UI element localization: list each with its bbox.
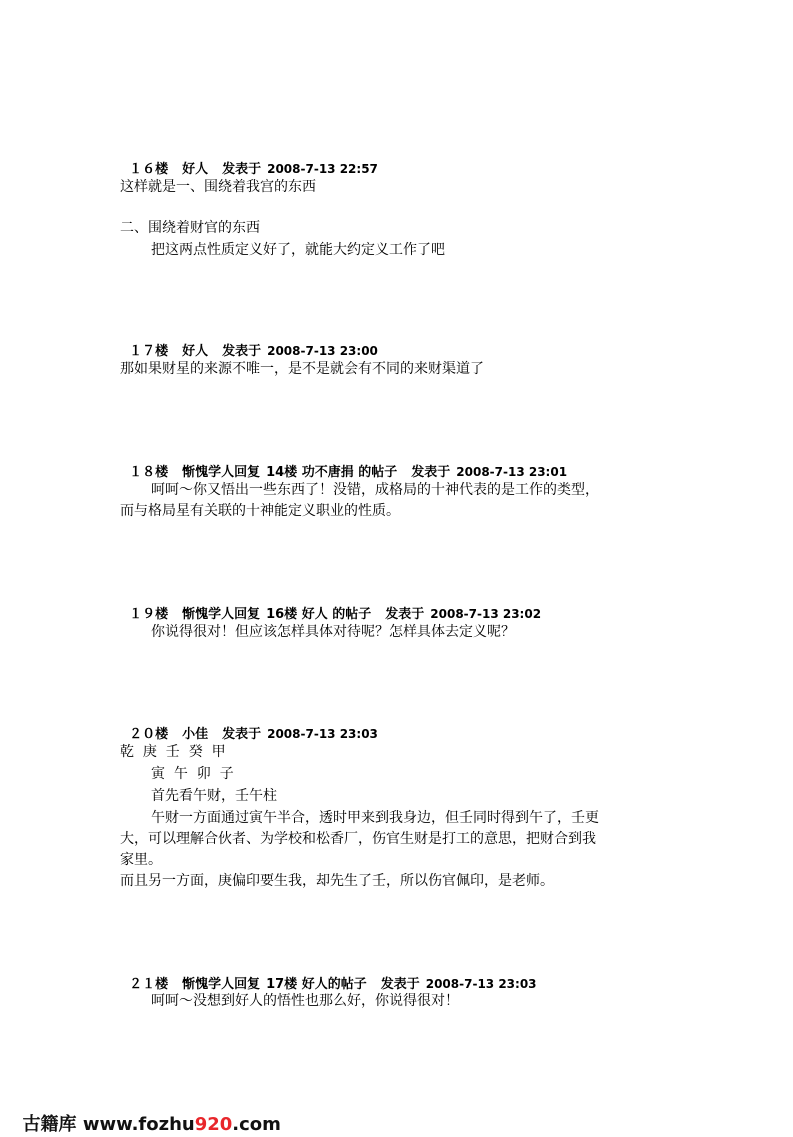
post-body-line: 呵呵～你又悟出一些东西了！没错，成格局的十神代表的是工作的类型，: [151, 482, 599, 498]
floor-number: １６楼: [129, 162, 169, 177]
floor-number: １９楼: [129, 607, 169, 622]
post-body-line: 把这两点性质定义好了，就能大约定义工作了吧: [151, 242, 445, 258]
post-body-line: 你说得很对！但应该怎样具体对待呢？怎样具体去定义呢？: [151, 624, 515, 640]
post-date: 2008-7-13 23:03: [425, 977, 537, 991]
site-url-link[interactable]: [83, 1114, 281, 1135]
reply-target: 16楼 好人 的帖子: [266, 607, 372, 622]
post-body-line: 这样就是一、围绕着我宫的东西: [120, 179, 316, 195]
url-number: 920: [194, 1114, 233, 1135]
posted-label: 发表于: [411, 465, 451, 480]
url-prefix: www.fozhu: [82, 1114, 195, 1135]
post-date: 2008-7-13 22:57: [267, 162, 378, 176]
post-body-line: 而且另一方面，庚偏印要生我，却先生了壬，所以伤官佩印，是老师。: [120, 873, 554, 889]
reply-target: 17楼 好人的帖子: [266, 977, 367, 992]
post-date: 2008-7-13 23:01: [456, 465, 568, 479]
floor-number: ２０楼: [129, 727, 169, 742]
author-name: 小佳: [182, 727, 209, 742]
floor-number: ２１楼: [129, 977, 169, 992]
site-name: 古籍库: [22, 1114, 77, 1135]
post-body-line: 乾 庚 壬 癸 甲: [120, 744, 226, 760]
post-header: [120, 321, 378, 362]
floor-number: １８楼: [129, 465, 169, 480]
post-header: [120, 954, 537, 995]
post-body-line: 而与格局星有关联的十神能定义职业的性质。: [120, 503, 400, 519]
post-date: 2008-7-13 23:03: [267, 727, 378, 741]
author-name: 惭愧学人回复: [182, 607, 261, 622]
post-body-line: 首先看午财，壬午柱: [151, 788, 277, 804]
author-name: 好人: [182, 162, 209, 177]
post-body-line: 大，可以理解合伙者、为学校和松香厂，伤官生财是打工的意思，把财合到我: [120, 831, 596, 847]
post-header: [120, 704, 378, 745]
post-body-line: 二、围绕着财官的东西: [120, 220, 260, 236]
posted-label: 发表于: [222, 344, 262, 359]
post-date: 2008-7-13 23:02: [430, 607, 542, 621]
post-body-line: 家里。: [120, 852, 162, 868]
posted-label: 发表于: [380, 977, 420, 992]
url-suffix: .com: [232, 1114, 281, 1135]
post-body-line: 呵呵～没想到好人的悟性也那么好，你说得很对！: [151, 993, 459, 1009]
site-footer: [10, 1089, 281, 1137]
post-body-line: 午财一方面通过寅午半合，透时甲来到我身边，但壬同时得到午了，壬更: [151, 810, 599, 826]
posted-label: 发表于: [385, 607, 425, 622]
posted-label: 发表于: [222, 727, 262, 742]
post-header: [120, 139, 378, 180]
author-name: 惭愧学人回复: [182, 977, 261, 992]
post-body-line: 那如果财星的来源不唯一，是不是就会有不同的来财渠道了: [120, 361, 484, 377]
post-header: [120, 442, 567, 483]
post-header: [120, 584, 541, 625]
post-date: 2008-7-13 23:00: [267, 344, 378, 358]
floor-number: １７楼: [129, 344, 169, 359]
post-body-line: 寅 午 卯 子: [151, 766, 234, 782]
author-name: 好人: [182, 344, 209, 359]
reply-target: 14楼 功不唐捐 的帖子: [266, 465, 398, 480]
author-name: 惭愧学人回复: [182, 465, 261, 480]
posted-label: 发表于: [222, 162, 262, 177]
